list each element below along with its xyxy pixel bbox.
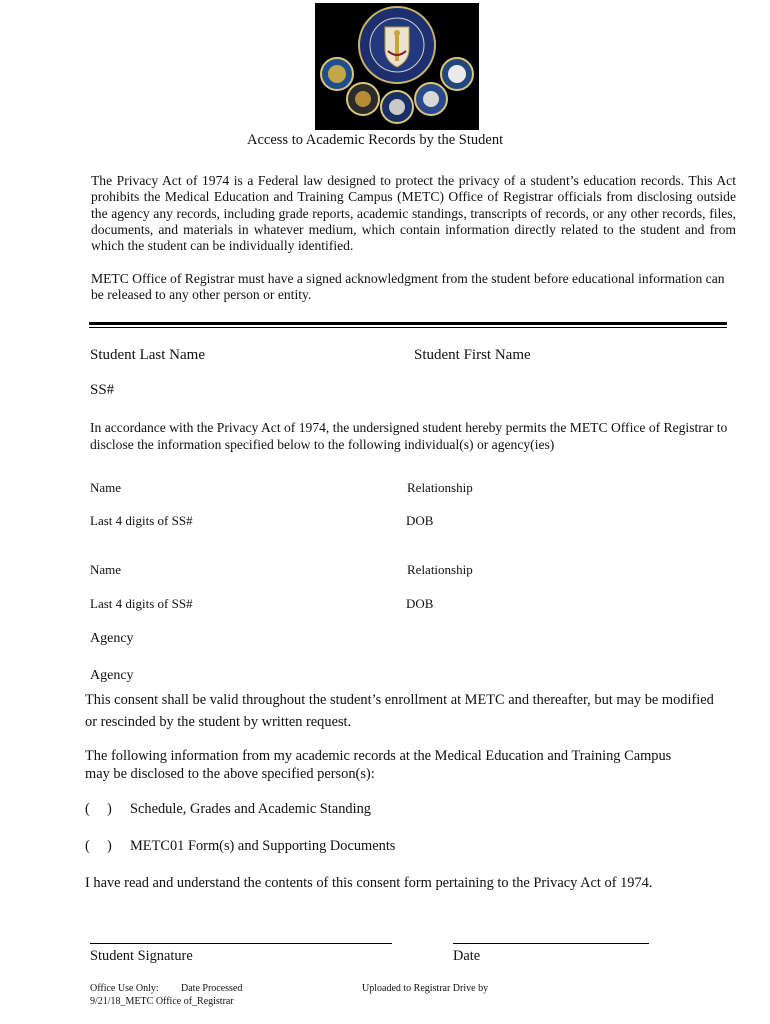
student-last-name-field[interactable] [206,348,409,362]
metc-seal-logo-icon [315,3,479,130]
uploaded-by-label: Uploaded to Registrar Drive by [362,983,489,994]
student-first-name-field[interactable] [532,348,705,362]
recipient-1-name-field[interactable] [123,480,407,494]
recipient-1-ssn4-field[interactable] [203,513,402,527]
option-2-open-paren: ( [85,838,90,854]
recipient-2-name-field[interactable] [123,562,407,576]
student-signature-label: Student Signature [90,948,193,964]
option-1-checkbox[interactable] [92,801,106,817]
signature-date-label: Date [453,948,481,964]
page-title: Access to Academic Records by the Student [247,132,504,148]
recipient-2-relationship-field[interactable] [478,562,629,576]
permission-paragraph: In accordance with the Privacy Act of 1974, the undersigned student hereby permits the METC Office of Registrar to disclose the information specified below to the following individual(s) or agency(ies) [90,420,728,452]
recipient-1-ssn4-label: Last 4 digits of SS# [90,513,193,528]
signature-date-line[interactable] [453,943,649,944]
option-1-open-paren: ( [85,801,90,817]
date-processed-field[interactable] [243,982,348,993]
agency-2-field[interactable] [138,668,628,682]
recipient-2-dob-label: DOB [406,596,434,611]
section-divider-thin [89,327,727,328]
recipient-2-name-label: Name [90,562,122,577]
recipient-1-name-label: Name [90,480,122,495]
option-2-close-paren: ) [107,838,112,854]
option-2-checkbox[interactable] [92,838,106,854]
section-divider [89,322,727,325]
form-revision-id: 9/21/18_METC Office of_Registrar [90,996,234,1007]
recipient-1-dob-field[interactable] [436,513,629,527]
student-ssn-field[interactable] [118,384,334,398]
privacy-act-paragraph: The Privacy Act of 1974 is a Federal law designed to protect the privacy of a student’s education records. This Act prohibits the Medical Education and Training Campus (METC) Office of Registrar officials from disclosing outside the agency any records, including grade reports, academic standings, transcripts of records, or any other records, files, documents, and materials in whatever medium, which contain information directly related to the student and from which the student can be individually identified. [91,173,736,254]
recipient-2-ssn4-label: Last 4 digits of SS# [90,596,193,611]
disclosure-intro: The following information from my academic records at the Medical Education and Training Campus may be disclosed to the above specified person(s): [85,748,672,782]
option-1-close-paren: ) [107,801,112,817]
agency-2-label: Agency [90,668,134,683]
student-ssn-label: SS# [90,382,115,398]
office-use-label: Office Use Only: [90,983,159,994]
uploaded-by-field[interactable] [490,982,640,993]
student-last-name-label: Student Last Name [90,347,205,363]
date-processed-label: Date Processed [181,983,243,994]
student-first-name-label: Student First Name [414,347,531,363]
recipient-2-ssn4-field[interactable] [203,596,402,610]
consent-paragraph: This consent shall be valid throughout the student’s enrollment at METC and thereafter, but may be modified or rescinded by the student by written request. [85,692,714,730]
recipient-2-dob-field[interactable] [436,596,629,610]
agency-1-label: Agency [90,631,134,646]
option-1-label: Schedule, Grades and Academic Standing [130,801,371,817]
option-2-label: METC01 Form(s) and Supporting Documents [130,838,396,854]
recipient-1-dob-label: DOB [406,513,434,528]
registrar-acknowledgment-paragraph: METC Office of Registrar must have a signed acknowledgment from the student before educational information can be released to any other person or entity. [91,271,725,303]
recipient-1-relationship-field[interactable] [478,480,629,494]
recipient-2-relationship-label: Relationship [407,562,473,577]
acknowledgment-statement: I have read and understand the contents of this consent form pertaining to the Privacy Act of 1974. [85,875,653,891]
signature-line[interactable] [90,943,392,944]
recipient-1-relationship-label: Relationship [407,480,473,495]
agency-1-field[interactable] [138,631,628,645]
